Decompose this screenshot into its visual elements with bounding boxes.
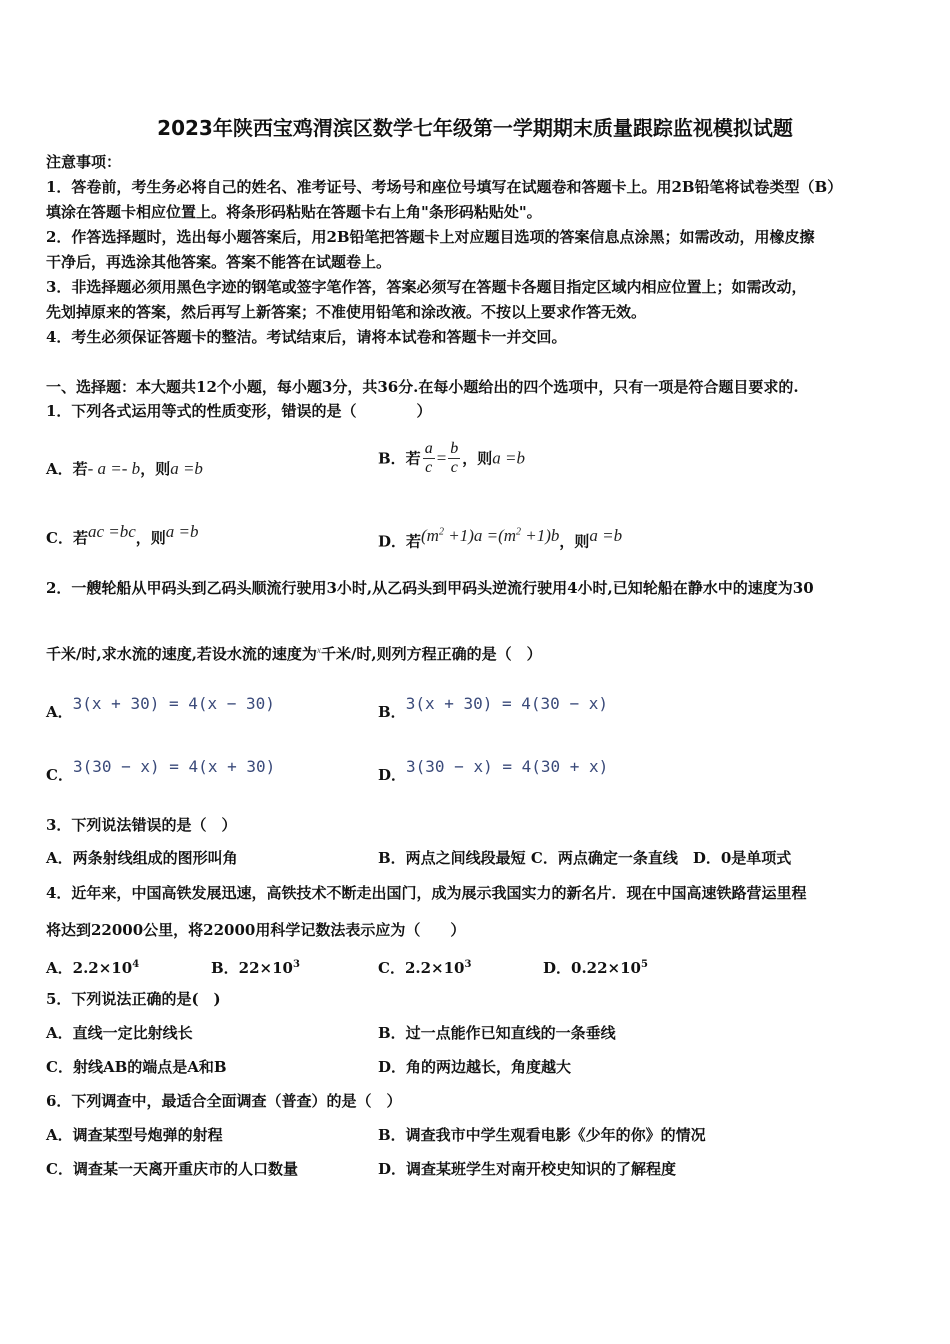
q1-stem: 1．下列各式运用等式的性质变形，错误的是（ ） [46, 402, 432, 420]
notice-line: 填涂在答题卡相应位置上。将条形码粘贴在答题卡右上角"条形码粘贴处"。 [46, 203, 542, 221]
notice-line: 2．作答选择题时，选出每小题答案后，用2B铅笔把答题卡上对应题目选项的答案信息点涂黑；如需改动，用橡皮擦 [46, 228, 815, 246]
q4-option-b: B．$22\times 10^3$ [211, 959, 300, 977]
notice-line: 4．考生必须保证答题卡的整洁。考试结束后，请将本试卷和答题卡一并交回。 [46, 328, 567, 346]
q5-option-b: B．过一点能作已知直线的一条垂线 [378, 1024, 616, 1042]
page-title: 2023年陕西宝鸡渭滨区数学七年级第一学期期末质量跟踪监视模拟试题 [157, 116, 793, 140]
q4-stem-cont: 将达到22000公里，将22000用科学记数法表示应为（ ） [46, 921, 466, 939]
q1-option-c: C．若ac =bc，则a =b [46, 522, 199, 547]
q4-stem: 4．近年来，中国高铁发展迅速，高铁技术不断走出国门，成为展示我国实力的新名片．现在中国高速铁路营运里程 [46, 884, 807, 902]
q6-option-b: B．调查我市中学生观看电影《少年的你》的情况 [378, 1126, 706, 1144]
q3-options-bcd: B．两点之间线段最短 C．两点确定一条直线 D．0是单项式 [378, 849, 792, 867]
q6-option-a: A．调查某型号炮弹的射程 [46, 1126, 223, 1144]
notice-heading: 注意事项： [46, 153, 122, 171]
q3-option-a: A．两条射线组成的图形叫角 [46, 849, 238, 867]
q3-stem: 3．下列说法错误的是（ ） [46, 816, 237, 834]
q2-option-a: A．3(x + 30) = 4(x − 30) [46, 694, 275, 721]
fraction: $\frac{b}{c}$ [450, 440, 459, 476]
q6-option-d: D．调查某班学生对南开校史知识的了解程度 [378, 1160, 677, 1178]
q1-option-d: D．若$(m^2 +1)a =(m^2 +1)b$，则a =b [378, 525, 623, 551]
q5-option-d: D．角的两边越长，角度越大 [378, 1058, 572, 1076]
q2-stem: 2．一艘轮船从甲码头到乙码头顺流行驶用3小时,从乙码头到甲码头逆流行驶用4小时,已知轮船在静水中的速度为30 [46, 579, 814, 597]
notice-line: 干净后，再选涂其他答案。答案不能答在试题卷上。 [46, 253, 392, 271]
q2-option-d: D．3(30 − x) = 4(30 + x) [378, 757, 609, 784]
q4-option-a: A．$2.2\times 10^4$ [46, 959, 140, 977]
q2-option-c: C．3(30 − x) = 4(x + 30) [46, 757, 276, 784]
notice-line: 先划掉原来的答案，然后再写上新答案；不准使用铅笔和涂改液。不按以上要求作答无效。 [46, 303, 647, 321]
q4-option-c: C．$2.2\times 10^3$ [378, 959, 472, 977]
q5-stem: 5．下列说法正确的是( ) [46, 990, 221, 1008]
q6-option-c: C．调查某一天离开重庆市的人口数量 [46, 1160, 298, 1178]
q6-stem: 6．下列调查中，最适合全面调查（普查）的是（ ） [46, 1092, 402, 1110]
fraction: $\frac{a}{c}$ [424, 440, 433, 476]
q4-option-d: D．$0.22\times 10^5$ [543, 959, 648, 977]
q1-option-a: A．若- a =- b，则a =b [46, 459, 203, 478]
q1-option-b: B．若 $\frac{a}{c}$ = $\frac{b}{c}$ ，则a =b [378, 440, 526, 476]
q2-stem-cont: 千米/时,求水流的速度,若设水流的速度为$^x$千米/时,则列方程正确的是（ ） [46, 645, 542, 663]
notice-line: 3．非选择题必须用黑色字迹的钢笔或签字笔作答，答案必须写在答题卡各题目指定区域内相应位置上；如需改动， [46, 278, 807, 296]
q2-option-b: B．3(x + 30) = 4(30 − x) [378, 694, 608, 721]
q5-option-a: A．直线一定比射线长 [46, 1024, 193, 1042]
section-heading: 一、选择题：本大题共12个小题，每小题3分，共36分.在每小题给出的四个选项中，只有一项是符合题目要求的. [46, 378, 799, 396]
q5-option-c: C．射线AB的端点是A和B [46, 1058, 227, 1076]
notice-line: 1．答卷前，考生务必将自己的姓名、准考证号、考场号和座位号填写在试题卷和答题卡上。用2B铅笔将试卷类型（B） [46, 178, 843, 196]
